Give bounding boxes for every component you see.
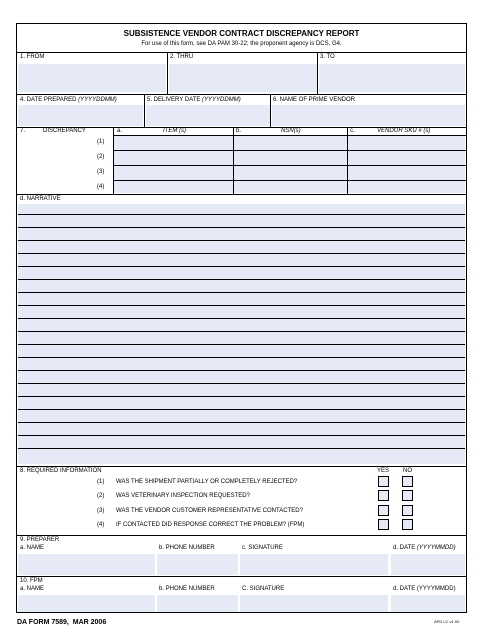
divider [167, 52, 168, 94]
discrepancy-row-num: (2) [97, 154, 105, 160]
divider [113, 150, 466, 151]
fpm-signature-field[interactable] [241, 596, 387, 611]
fpm-signature-label: C. SIGNATURE [242, 586, 285, 592]
question-num: (1) [97, 479, 105, 485]
version-label: APD LC v1.00 [434, 619, 460, 624]
no-checkbox-2[interactable] [402, 490, 413, 501]
to-label: 3. TO [320, 54, 335, 60]
delivery-date-format: (YYYYDDMM) [202, 97, 241, 103]
fpm-label: 10. FPM [20, 578, 43, 584]
no-checkbox-3[interactable] [402, 505, 413, 516]
thru-field[interactable] [170, 65, 316, 91]
fpm-phone-label: b. PHONE NUMBER [159, 586, 215, 592]
yes-checkbox-1[interactable] [378, 476, 389, 487]
date-prepared-format: (YYYYDDMM) [78, 97, 117, 103]
delivery-date-label [147, 97, 241, 104]
fpm-date-label: d. DATE (YYYYMMDD) [393, 586, 456, 592]
question-num: (4) [97, 522, 105, 528]
preparer-date-format: (YYYYMMDD) [416, 545, 456, 551]
col-a-header: ITEM (s) [163, 128, 186, 134]
delivery-date-field[interactable] [147, 106, 269, 125]
sku-field-1[interactable] [349, 137, 464, 149]
yes-checkbox-3[interactable] [378, 505, 389, 516]
question-num: (3) [97, 508, 105, 514]
yes-checkbox-2[interactable] [378, 490, 389, 501]
date-prepared-label [20, 97, 117, 104]
fpm-name-field[interactable] [19, 596, 154, 611]
col-b-letter: b. [236, 128, 242, 134]
form-title: SUBSISTENCE VENDOR CONTRACT DISCREPANCY REPORT [123, 29, 360, 38]
divider [270, 94, 271, 127]
question-text: WAS VETERINARY INSPECTION REQUESTED? [116, 493, 250, 499]
preparer-name-label: a. NAME [20, 545, 45, 551]
divider [347, 127, 348, 194]
divider [113, 180, 466, 181]
col-c-header: VENDOR SKU # (s) [377, 128, 431, 134]
fpm-date-field[interactable] [392, 596, 464, 611]
narrative-field[interactable] [19, 205, 464, 463]
sku-field-2[interactable] [349, 152, 464, 164]
divider [113, 165, 466, 166]
preparer-signature-field[interactable] [241, 555, 387, 574]
item-field-3[interactable] [115, 167, 232, 179]
no-header: NO [403, 468, 412, 474]
question-text: WAS THE SHIPMENT PARTIALLY OR COMPLETELY REJECTED? [116, 479, 298, 485]
fpm-name-label: a. NAME [20, 586, 45, 592]
from-label: 1. FROM [20, 54, 45, 60]
divider [317, 52, 318, 94]
thru-label: 2. THRU [170, 54, 194, 60]
col-c-letter: c. [350, 128, 355, 134]
item-field-1[interactable] [115, 137, 232, 149]
nsn-field-2[interactable] [235, 152, 346, 164]
to-field[interactable] [320, 65, 464, 91]
col-a-letter: a. [117, 128, 123, 134]
divider [17, 194, 466, 195]
preparer-date-field[interactable] [392, 555, 464, 574]
preparer-date-text: d. DATE [393, 545, 416, 551]
question-text: WAS THE VENDOR CUSTOMER REPRESENTATIVE CONTACTED? [116, 508, 303, 514]
sku-field-3[interactable] [349, 167, 464, 179]
nsn-field-3[interactable] [235, 167, 346, 179]
col-b-header: NSN(s) [281, 128, 301, 134]
narrative-label: d. NARRATIVE [20, 196, 61, 202]
discrepancy-label: DISCREPANCY [43, 128, 86, 134]
yes-header: YES [377, 468, 390, 474]
divider [17, 535, 466, 536]
delivery-date-text: 5. DELIVERY DATE [147, 97, 201, 103]
no-checkbox-1[interactable] [402, 476, 413, 487]
divider [113, 127, 114, 194]
no-checkbox-4[interactable] [402, 519, 413, 530]
question-num: (2) [97, 493, 105, 499]
item-field-2[interactable] [115, 152, 232, 164]
prime-vendor-label: 6. NAME OF PRIME VENDOR [273, 97, 356, 103]
divider [17, 576, 466, 577]
date-prepared-field[interactable] [19, 106, 142, 125]
date-prepared-text: 4. DATE PREPARED [20, 97, 77, 103]
fpm-phone-field[interactable] [158, 596, 237, 611]
item-field-4[interactable] [115, 182, 232, 194]
discrepancy-row-num: (1) [97, 139, 105, 145]
sku-field-4[interactable] [349, 182, 464, 194]
nsn-field-1[interactable] [235, 137, 346, 149]
form-id: DA FORM 7589, MAR 2006 [17, 619, 107, 626]
required-info-label: 8. REQUIRED INFORMATION [20, 468, 102, 474]
from-field[interactable] [19, 65, 165, 91]
divider [233, 127, 234, 194]
preparer-date-label [393, 545, 456, 552]
preparer-phone-field[interactable] [158, 555, 237, 574]
discrepancy-row-num: (3) [97, 169, 105, 175]
divider [17, 52, 466, 53]
divider [144, 94, 145, 127]
discrepancy-row-num: (4) [97, 184, 105, 190]
question-text: IF CONTACTED DID RESPONSE CORRECT THE PROBLEM? (FPM) [116, 522, 305, 528]
nsn-field-4[interactable] [235, 182, 346, 194]
discrepancy-num: 7. [20, 128, 26, 134]
preparer-name-field[interactable] [19, 555, 154, 574]
preparer-signature-label: c. SIGNATURE [242, 545, 283, 551]
divider [17, 94, 466, 95]
preparer-label: 9. PREPARER [20, 537, 60, 543]
preparer-phone-label: b. PHONE NUMBER [159, 545, 215, 551]
yes-checkbox-4[interactable] [378, 519, 389, 530]
form-subtitle: For use of this form, see DA PAM 30-22; the proponent agency is DCS, G4. [141, 41, 342, 47]
divider [17, 466, 466, 467]
prime-vendor-field[interactable] [273, 106, 464, 125]
form-container [16, 23, 467, 613]
